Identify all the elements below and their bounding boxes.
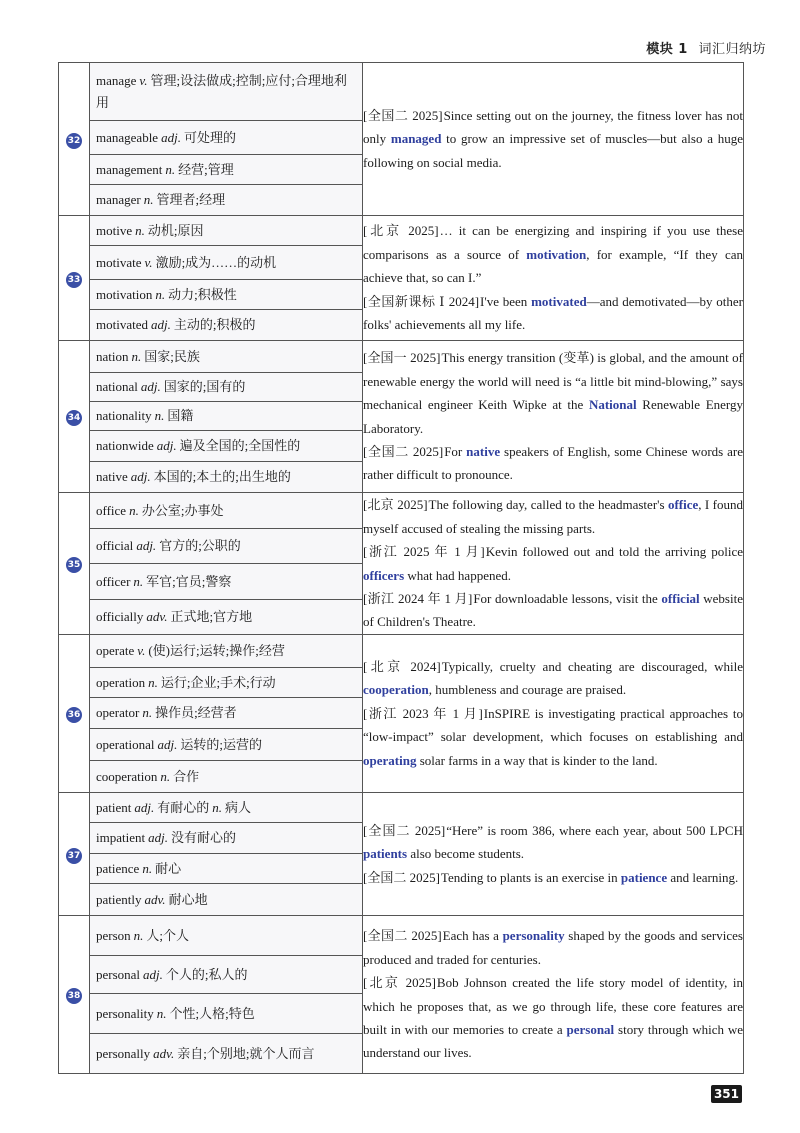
word-meaning: 没有耐心的: [170, 830, 236, 845]
word-part-of-speech: v.: [139, 72, 148, 88]
sentence-text: speakers of English, some Chinese words are rather difficult to pronounce.: [363, 443, 743, 483]
sentence-text: For: [444, 443, 467, 459]
word-part-of-speech: adj.: [134, 799, 155, 815]
sentence-text: , I found myself accused of stealing the missing parts.: [363, 497, 743, 536]
word-meaning: 个人的;私人的: [165, 966, 248, 982]
word-list-cell: [90, 63, 363, 216]
word-part-of-speech: n.: [142, 705, 153, 720]
word-entry-text: [96, 252, 276, 274]
word-headword: patiently: [96, 891, 142, 907]
word-entry: [90, 635, 362, 668]
word-headword: personally: [96, 1045, 151, 1061]
word-entry-text: [96, 127, 236, 149]
sentence-source: [北京 2024]: [363, 658, 441, 674]
example-sentence: [363, 440, 743, 487]
sentence-text: and learning.: [667, 869, 739, 885]
word-headword: officer: [96, 573, 131, 589]
vocabulary-table: [58, 62, 744, 1074]
highlighted-word: office: [667, 497, 699, 513]
module-label: 模块 1: [646, 42, 688, 57]
word-entry: [90, 761, 362, 792]
highlighted-word: operating: [363, 752, 417, 768]
word-headword: officially: [96, 609, 144, 624]
group-number-cell: [59, 635, 90, 793]
group-number-badge: 35: [66, 557, 82, 573]
word-headword: patient: [96, 799, 132, 815]
word-meaning: 管理者;经理: [156, 192, 226, 207]
word-headword: management: [96, 161, 163, 177]
sentence-text: Tending to plants is an exercise in: [440, 869, 621, 885]
example-sentence: [363, 493, 743, 540]
sentence-text: This energy transition (变革) is global, and the amount of renewable energy the world will need is “a little bit mind-blowing,” says mechanical engineer Keith Wipke at the: [363, 350, 743, 413]
word-part-of-speech-2: n.: [212, 799, 223, 815]
word-entry-text: [96, 571, 231, 593]
example-sentence: [363, 587, 743, 634]
word-entry-text: [96, 466, 291, 488]
word-meaning: 操作员;经营者: [155, 705, 237, 720]
word-entry: [90, 155, 362, 185]
word-part-of-speech: adv.: [144, 891, 166, 907]
word-headword: cooperation: [96, 768, 158, 784]
word-entry-text: [96, 858, 181, 880]
word-part-of-speech: n.: [135, 222, 145, 238]
word-entry: [90, 698, 362, 729]
sentence-source: [全国二 2025]: [363, 443, 444, 459]
word-entry-text: [96, 766, 199, 788]
word-entry: [90, 668, 362, 698]
word-headword: manage: [96, 72, 137, 88]
word-entry-text: [96, 925, 189, 947]
vocab-group: [59, 341, 744, 493]
word-entry-text: [96, 435, 300, 457]
word-entry-text: [96, 734, 262, 756]
word-headword: official: [96, 538, 134, 553]
word-part-of-speech: adj.: [161, 129, 181, 145]
word-entry: [90, 529, 362, 564]
word-meaning: 可处理的: [183, 129, 236, 145]
word-meaning: 动力;积极性: [168, 286, 237, 302]
word-part-of-speech: adv.: [146, 609, 168, 624]
example-sentence: [363, 219, 743, 289]
word-entry: [90, 216, 362, 246]
word-part-of-speech: n.: [156, 1005, 167, 1021]
word-meaning: 耐心地: [168, 891, 208, 907]
highlighted-word: motivation: [526, 246, 587, 262]
word-part-of-speech: adj.: [151, 317, 171, 332]
sentence-source: [浙江 2024 年 1 月]: [363, 590, 473, 606]
word-part-of-speech: adj.: [130, 469, 151, 484]
word-entry-text: [96, 346, 200, 368]
word-entry-text: [96, 220, 203, 242]
example-sentence: [363, 104, 743, 174]
word-part-of-speech: n.: [160, 768, 171, 784]
highlighted-word: personal: [566, 1021, 615, 1037]
highlighted-word: officers: [363, 567, 405, 583]
word-entry-text: [96, 314, 256, 336]
sentence-text: … it can be energizing and inspiring if you use these comparisons as a source of: [363, 223, 743, 262]
word-part-of-speech: n.: [142, 860, 153, 876]
sentence-text: to grow an impressive set of muscles—but also a huge following on social media.: [363, 131, 743, 170]
word-headword: national: [96, 379, 138, 394]
word-headword: native: [96, 469, 128, 484]
word-entry-text: [96, 964, 248, 986]
word-meaning: 国家的;国有的: [163, 379, 246, 394]
sentence-text: Since setting out on the journey, the fitness lover has not only: [363, 107, 743, 147]
word-entry-text: [96, 797, 251, 819]
word-entry: [90, 956, 362, 994]
example-sentence: [363, 290, 743, 337]
word-headword: manager: [96, 192, 141, 207]
word-headword: personal: [96, 966, 141, 982]
header-title: [646, 38, 766, 57]
word-part-of-speech: adj.: [143, 966, 163, 982]
example-sentence: [363, 346, 743, 440]
word-meaning: 动机;原因: [147, 222, 204, 238]
word-entry: [90, 310, 362, 340]
word-headword: motivation: [96, 286, 153, 302]
sentence-text: I've been: [480, 293, 532, 309]
word-entry: [90, 493, 362, 529]
sentence-text: also become students.: [407, 846, 525, 862]
word-entry-text: [96, 672, 276, 694]
group-number-cell: [59, 216, 90, 341]
sentence-source: [北京 2025]: [363, 223, 439, 239]
word-headword: nationwide: [96, 438, 154, 453]
sentence-source: [全国新课标 Ⅰ 2024]: [363, 293, 480, 309]
word-headword: nationality: [96, 408, 152, 423]
word-part-of-speech: adj.: [148, 830, 168, 845]
example-sentence: [363, 655, 743, 702]
highlighted-word: patience: [620, 869, 668, 885]
highlighted-word: managed: [390, 131, 442, 147]
word-entry-text: [96, 70, 356, 114]
word-part-of-speech: n.: [131, 348, 142, 364]
word-entry-text: [96, 535, 241, 557]
group-number-cell: [59, 63, 90, 216]
highlighted-word: patients: [363, 846, 408, 862]
word-entry: [90, 793, 362, 823]
word-headword: operate: [96, 643, 135, 658]
word-meaning: 有耐心的: [157, 799, 210, 815]
section-label: 词汇归纳坊: [698, 42, 766, 57]
word-entry: [90, 916, 362, 956]
highlighted-word: native: [466, 443, 501, 459]
page-header: [0, 0, 800, 62]
word-entry: [90, 884, 362, 915]
word-headword: manageable: [96, 129, 159, 145]
sentence-text: Typically, cruelty and cheating are discouraged, while: [441, 658, 743, 674]
word-entry: [90, 185, 362, 215]
word-entry: [90, 246, 362, 280]
word-part-of-speech: n.: [133, 927, 144, 943]
word-meaning: (使)运行;运转;操作;经营: [148, 643, 285, 658]
sentence-text: The following day, called to the headmaster's: [428, 497, 668, 513]
word-list-cell: [90, 493, 363, 635]
word-part-of-speech: n.: [154, 408, 165, 423]
word-entry: [90, 280, 362, 310]
word-entry: [90, 373, 362, 402]
word-entry-text: [96, 284, 237, 306]
example-sentences-cell: [363, 916, 744, 1074]
example-sentences-cell: [363, 63, 744, 216]
word-part-of-speech: n.: [133, 573, 144, 589]
vocab-group: [59, 916, 744, 1074]
word-list-cell: [90, 341, 363, 493]
word-entry: [90, 121, 362, 155]
vocab-group: [59, 493, 744, 635]
word-entry: [90, 729, 362, 761]
vocab-group: [59, 793, 744, 916]
word-meaning: 亲自;个别地;就个人而言: [177, 1045, 315, 1061]
word-meaning: 遍及全国的;全国性的: [179, 438, 301, 453]
word-part-of-speech: adv.: [153, 1045, 175, 1061]
word-headword: operator: [96, 705, 140, 720]
word-meaning: 管理;设法做成;控制;应付;合理地利用: [96, 72, 347, 110]
sentence-source: [浙江 2025 年 1 月]: [363, 544, 485, 560]
group-number-badge: 33: [66, 272, 82, 288]
word-entry: [90, 402, 362, 431]
word-entry-text: [96, 606, 252, 628]
group-number-badge: 32: [66, 133, 82, 149]
word-headword: operation: [96, 674, 146, 690]
word-meaning: 军官;官员;警察: [146, 573, 232, 589]
word-part-of-speech: adj.: [136, 538, 157, 553]
sentence-text: “Here” is room 386, where each year, about 500 LPCH: [446, 822, 743, 838]
word-list-cell: [90, 216, 363, 341]
word-entry-text: [96, 827, 236, 849]
word-entry-text: [96, 1003, 255, 1025]
vocab-group: [59, 635, 744, 793]
group-number-cell: [59, 493, 90, 635]
word-headword: motivate: [96, 254, 142, 270]
highlighted-word: cooperation: [363, 682, 429, 698]
sentence-text: story through which we understand our lives.: [363, 1021, 743, 1061]
word-entry: [90, 994, 362, 1034]
example-sentence: [363, 819, 743, 866]
example-sentence: [363, 540, 743, 587]
sentence-source: [全国二 2025]: [363, 928, 442, 944]
word-part-of-speech: n.: [148, 674, 158, 690]
word-entry-text: [96, 702, 237, 724]
word-meaning: 运行;企业;手术;行动: [160, 674, 276, 690]
word-meaning: 国家;民族: [144, 348, 200, 364]
highlighted-word: personality: [502, 928, 565, 944]
example-sentences-cell: [363, 341, 744, 493]
word-entry-text: [96, 376, 245, 398]
sentence-text: , humbleness and courage are praised.: [428, 682, 627, 698]
sentence-text: what had happened.: [404, 567, 511, 583]
group-number-badge: 38: [66, 988, 82, 1004]
word-entry: [90, 1034, 362, 1073]
example-sentence: [363, 924, 743, 971]
word-meaning: 官方的;公职的: [159, 538, 241, 553]
group-number-badge: 36: [66, 707, 82, 723]
highlighted-word: National: [588, 397, 637, 413]
word-entry-text: [96, 405, 193, 427]
word-headword: personality: [96, 1005, 154, 1021]
sentence-text: shaped by the goods and services produced and traded for centuries.: [363, 928, 743, 967]
group-number-cell: [59, 916, 90, 1074]
word-entry: [90, 854, 362, 884]
sentence-source: [北京 2025]: [363, 497, 428, 513]
word-meaning: 本国的;本土的;出生地的: [153, 469, 291, 484]
vocab-group: [59, 216, 744, 341]
vocab-group: [59, 63, 744, 216]
word-entry: [90, 431, 362, 462]
word-part-of-speech: n.: [165, 161, 176, 177]
word-meaning: 正式地;官方地: [170, 609, 253, 624]
sentence-text: Renewable Energy Laboratory.: [363, 397, 744, 436]
word-entry: [90, 564, 362, 600]
sentence-text: InSPIRE is investigating practical approaches to “low-impact” solar development, which focuses on establishing and: [363, 705, 743, 745]
group-number-cell: [59, 341, 90, 493]
sentence-text: Each has a: [442, 928, 503, 944]
word-meaning: 国籍: [167, 408, 194, 423]
word-list-cell: [90, 916, 363, 1074]
word-list-cell: [90, 635, 363, 793]
word-headword: impatient: [96, 830, 146, 845]
sentence-text: Kevin followed out and told the arriving police: [485, 544, 743, 560]
word-meaning: 运转的;运营的: [180, 736, 262, 752]
word-meaning: 合作: [173, 768, 200, 784]
sentence-text: For downloadable lessons, visit the: [473, 590, 662, 606]
sentence-source: [全国二 2025]: [363, 107, 443, 123]
example-sentence: [363, 971, 743, 1065]
word-meaning: 主动的;积极的: [173, 317, 256, 332]
word-entry-text: [96, 1043, 314, 1065]
page-number: 351: [711, 1085, 742, 1103]
word-part-of-speech: v.: [144, 254, 153, 270]
example-sentences-cell: [363, 493, 744, 635]
word-entry-text: [96, 640, 285, 662]
sentence-text: Bob Johnson created the life story model of identity, in which he proposes that, as we go through life, these core features are built in with our memories to create a: [363, 975, 743, 1037]
sentence-text: —and demotivated—by other folks' achievements all my life.: [363, 293, 743, 333]
word-part-of-speech: adj.: [140, 379, 161, 394]
group-number-badge: 37: [66, 848, 82, 864]
example-sentence: [363, 702, 743, 772]
highlighted-word: motivated: [531, 293, 587, 309]
example-sentences-cell: [363, 216, 744, 341]
word-part-of-speech: adj.: [157, 736, 178, 752]
word-part-of-speech: v.: [137, 643, 146, 658]
word-headword: nation: [96, 348, 129, 364]
word-meaning: 个性;人格;特色: [169, 1005, 255, 1021]
sentence-text: solar farms in a way that is kinder to the land.: [416, 752, 658, 768]
sentence-text: website of Children's Theatre.: [363, 590, 743, 630]
word-meaning: 耐心: [155, 860, 182, 876]
sentence-source: [全国二 2025]: [363, 869, 440, 885]
word-part-of-speech: n.: [155, 286, 166, 302]
word-meaning: 经营;管理: [178, 161, 234, 177]
word-entry-text: [96, 189, 225, 211]
word-headword: motivated: [96, 317, 148, 332]
word-meaning-2: 病人: [225, 799, 252, 815]
word-part-of-speech: adj.: [156, 438, 177, 453]
sentence-source: [全国一 2025]: [363, 350, 441, 366]
word-headword: operational: [96, 736, 155, 752]
word-headword: person: [96, 927, 131, 943]
word-entry: [90, 341, 362, 373]
sentence-source: [全国二 2025]: [363, 822, 446, 838]
word-part-of-speech: n.: [129, 502, 139, 518]
word-entry: [90, 823, 362, 854]
group-number-cell: [59, 793, 90, 916]
sentence-source: [北京 2025]: [363, 975, 436, 991]
example-sentences-cell: [363, 793, 744, 916]
word-entry-text: [96, 159, 234, 181]
example-sentences-cell: [363, 635, 744, 793]
word-meaning: 激励;成为……的动机: [155, 254, 277, 270]
example-sentence: [363, 866, 743, 889]
word-headword: office: [96, 502, 127, 518]
word-part-of-speech: n.: [143, 192, 154, 207]
word-list-cell: [90, 793, 363, 916]
highlighted-word: official: [661, 590, 700, 606]
word-entry-text: [96, 889, 208, 911]
word-headword: patience: [96, 860, 140, 876]
word-entry-text: [96, 500, 223, 522]
group-number-badge: 34: [66, 410, 82, 426]
word-entry: [90, 600, 362, 634]
word-headword: motive: [96, 222, 133, 238]
sentence-text: , for example, “If they can achieve that, so can I.”: [363, 246, 743, 286]
word-entry: [90, 63, 362, 121]
word-meaning: 办公室;办事处: [141, 502, 224, 518]
word-entry: [90, 462, 362, 492]
sentence-source: [浙江 2023 年 1 月]: [363, 705, 483, 721]
word-meaning: 人;个人: [146, 927, 190, 943]
